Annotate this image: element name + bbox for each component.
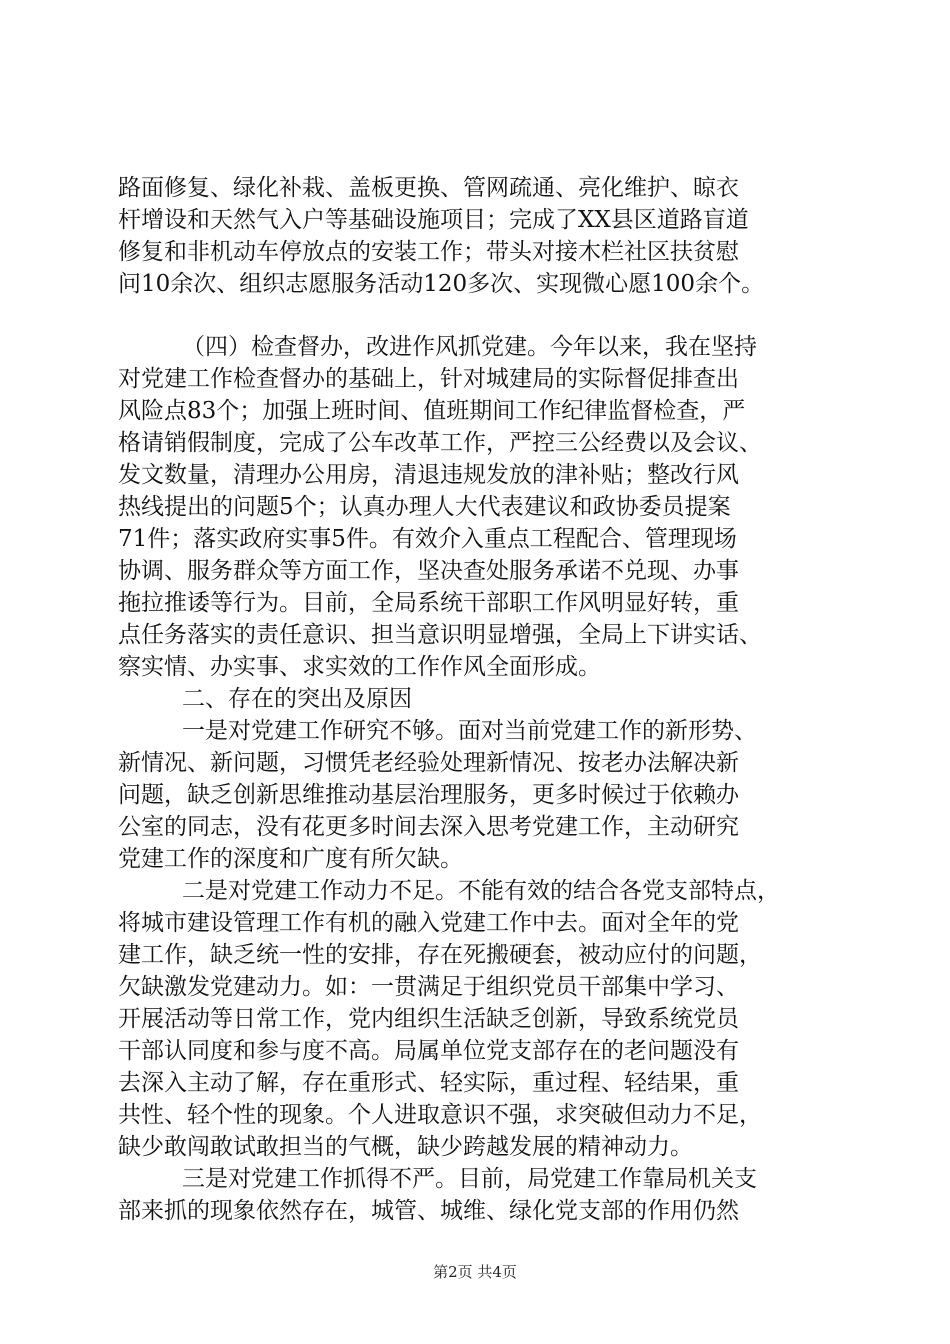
section-heading: 二、存在的突出及原因	[182, 686, 412, 712]
text-line: 去深入主动了解，存在重形式、轻实际，重过程、轻结果，重	[118, 1070, 739, 1096]
text-line: 开展活动等日常工作，党内组织生活缺乏创新，导致系统党员	[118, 1006, 739, 1032]
text-line: 71件；落实政府实事5件。有效介入重点工程配合、管理现场	[118, 526, 737, 552]
text-line: 对党建工作检查督办的基础上，针对城建局的实际督促排查出	[118, 366, 739, 392]
text-line: 发文数量，清理办公用房，清退违规发放的津补贴；整改行风	[118, 462, 739, 488]
text-line: 部来抓的现象依然存在，城管、城维、绿化党支部的作用仍然	[118, 1198, 739, 1224]
text-line: 察实情、办实事、求实效的工作作风全面形成。	[118, 654, 601, 680]
text-line: 热线提出的问题5个；认真办理人大代表建议和政协委员提案	[118, 494, 731, 520]
text-line: 党建工作的深度和广度有所欠缺。	[118, 846, 463, 872]
page-number-label: 第2页 共4页	[433, 1263, 517, 1281]
text-line: 建工作，缺乏统一性的安排，存在死搬硬套，被动应付的问题，	[118, 942, 762, 968]
text-line: 共性、轻个性的现象。个人进取意识不强，求突破但动力不足，	[118, 1102, 762, 1128]
text-line: 格请销假制度，完成了公车改革工作，严控三公经费以及会议、	[118, 430, 762, 456]
text-line: 风险点83个；加强上班时间、值班期间工作纪律监督检查，严	[118, 398, 746, 424]
text-line: 杆增设和天然气入户等基础设施项目；完成了XX县区道路盲道	[118, 207, 749, 233]
text-line: 将城市建设管理工作有机的融入党建工作中去。面对全年的党	[118, 910, 739, 936]
paragraph-gap	[118, 300, 838, 331]
text-line: 三是对党建工作抓得不严。目前，局党建工作靠局机关支	[182, 1166, 757, 1192]
text-line: 协调、服务群众等方面工作，坚决查处服务承诺不兑现、办事	[118, 558, 739, 584]
page-footer	[0, 1262, 950, 1282]
text-line: 干部认同度和参与度不高。局属单位党支部存在的老问题没有	[118, 1038, 739, 1064]
text-line: 二是对党建工作动力不足。不能有效的结合各党支部特点，	[182, 878, 780, 904]
document-body	[118, 172, 838, 1227]
text-line: 问10余次、组织志愿服务活动120多次、实现微心愿100余个。	[118, 271, 765, 297]
text-line: 拖拉推诿等行为。目前，全局系统干部职工作风明显好转，重	[118, 590, 739, 616]
text-line: （四）检查督办，改进作风抓党建。今年以来，我在坚持	[182, 334, 757, 360]
text-line: 欠缺激发党建动力。如：一贯满足于组织党员干部集中学习、	[118, 974, 739, 1000]
text-line: 问题，缺乏创新思维推动基层治理服务，更多时候过于依赖办	[118, 782, 739, 808]
text-line: 点任务落实的责任意识、担当意识明显增强，全局上下讲实话、	[118, 622, 762, 648]
text-line: 一是对党建工作研究不够。面对当前党建工作的新形势、	[182, 718, 757, 744]
text-line: 路面修复、绿化补栽、盖板更换、管网疏通、亮化维护、晾衣	[118, 175, 739, 201]
text-line: 缺少敢闯敢试敢担当的气概，缺少跨越发展的精神动力。	[118, 1134, 693, 1160]
text-line: 公室的同志，没有花更多时间去深入思考党建工作，主动研究	[118, 814, 739, 840]
text-line: 修复和非机动车停放点的安装工作；带头对接木栏社区扶贫慰	[118, 239, 739, 265]
text-line: 新情况、新问题，习惯凭老经验处理新情况、按老办法解决新	[118, 750, 739, 776]
